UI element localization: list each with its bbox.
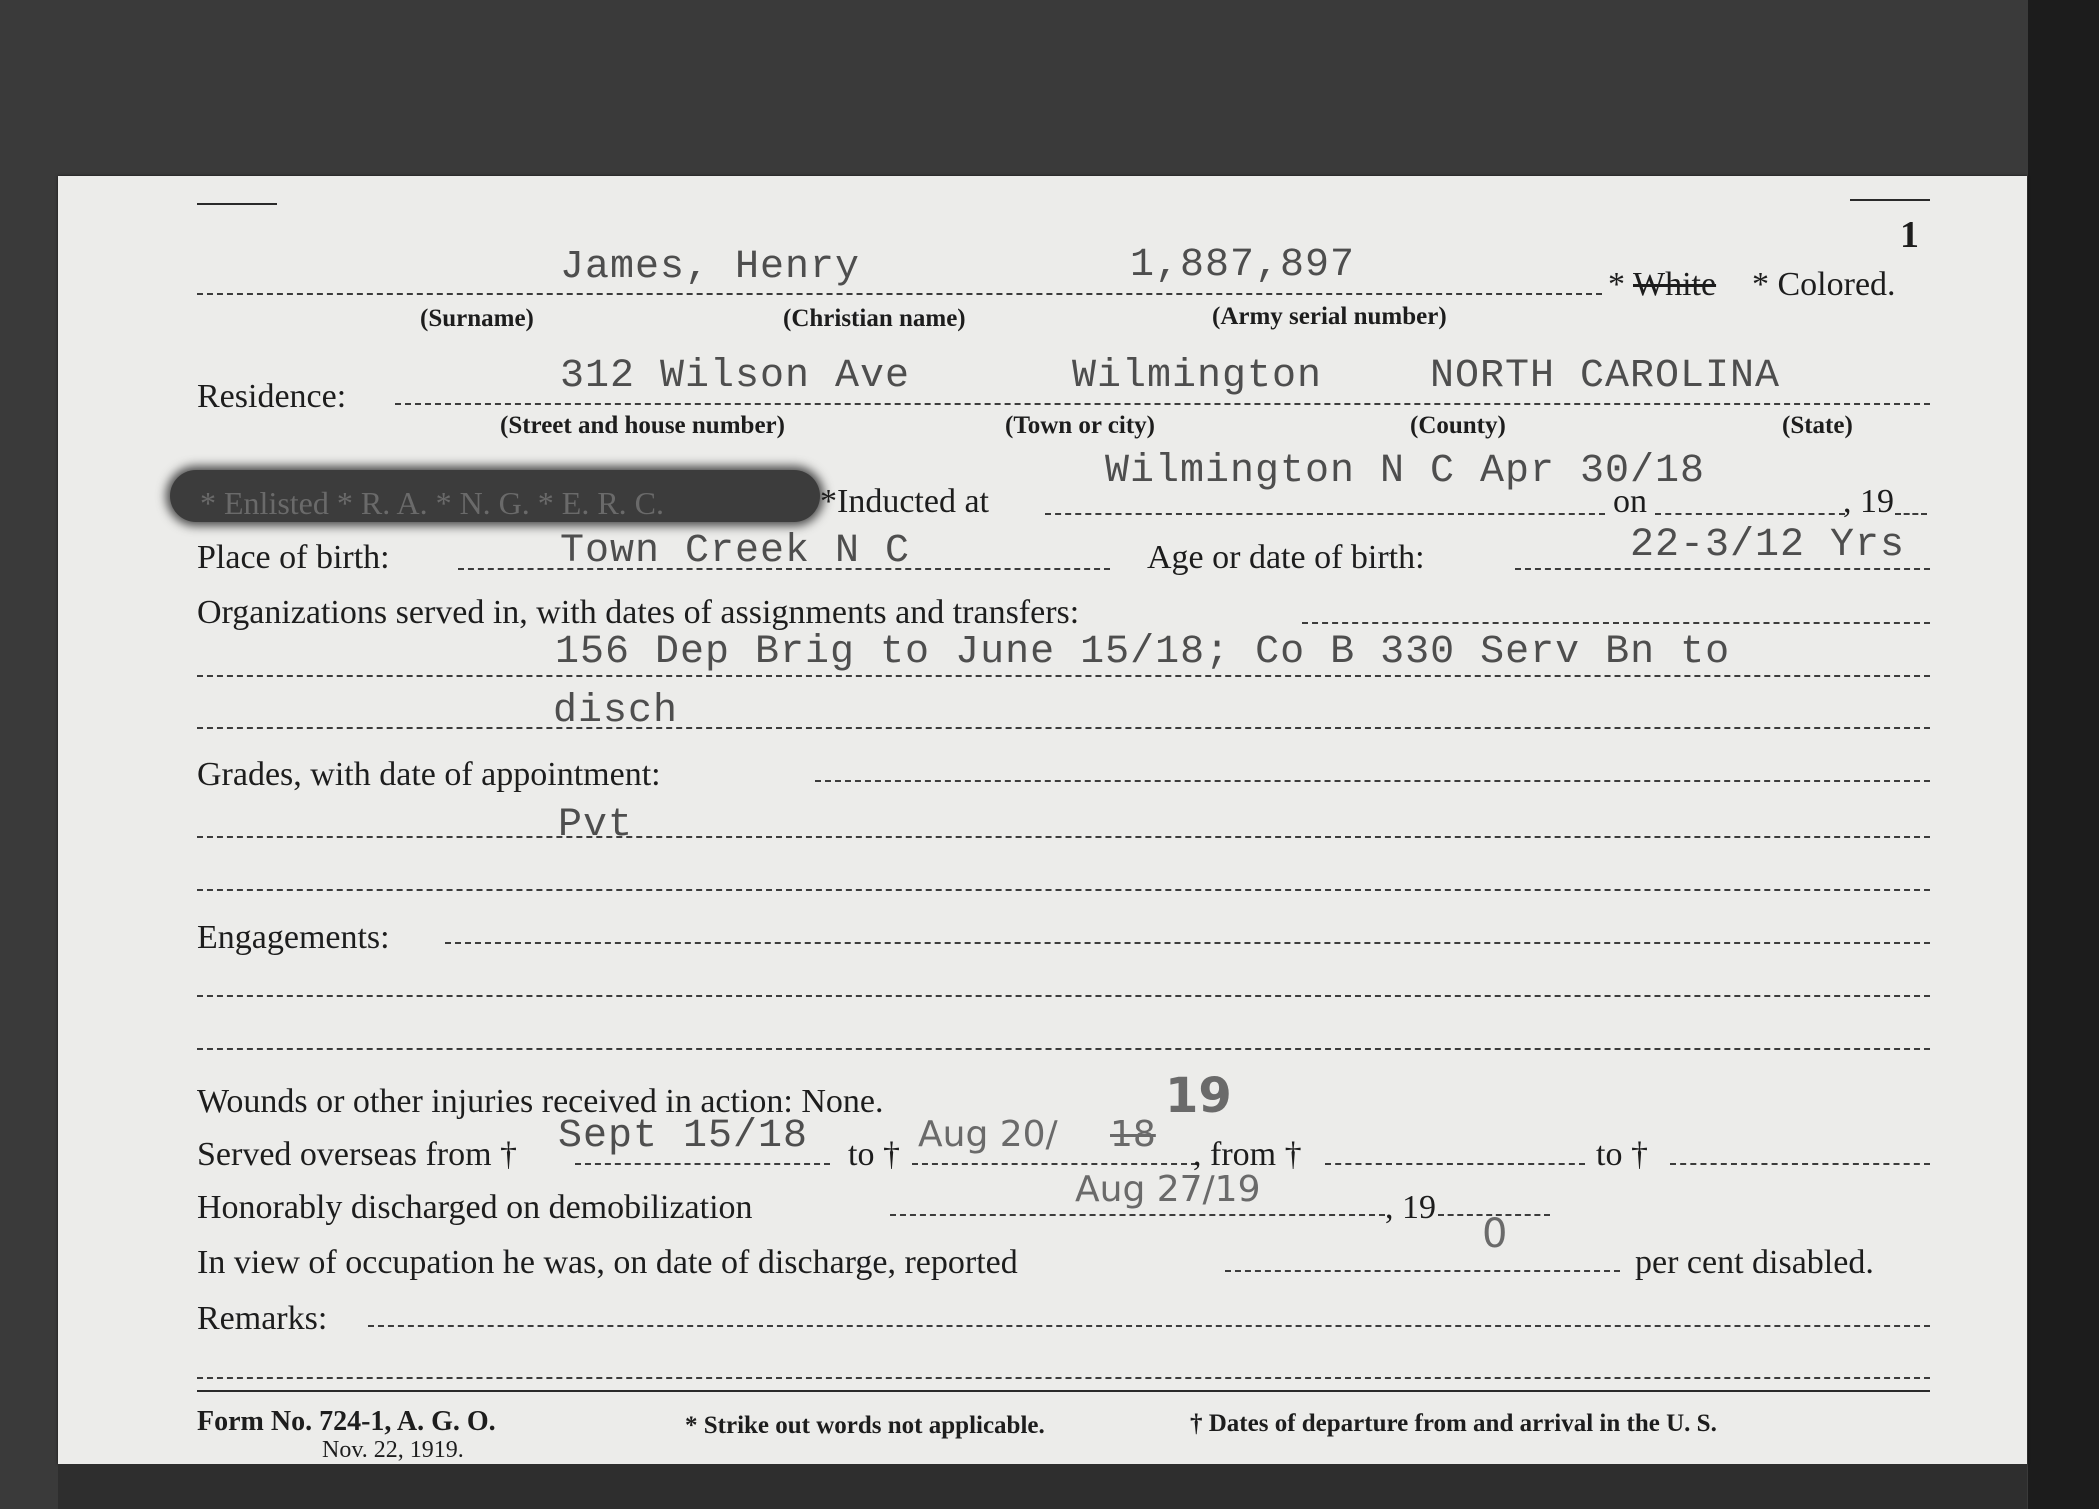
top-right-rule bbox=[1850, 199, 1930, 201]
on-label: on bbox=[1613, 483, 1647, 520]
birthplace-value: Town Creek N C bbox=[560, 529, 911, 574]
caption-christian: (Christian name) bbox=[783, 305, 966, 332]
grade-line bbox=[197, 836, 1930, 838]
caption-town: (Town or city) bbox=[1005, 412, 1155, 439]
card-shadow-tail bbox=[58, 1464, 2027, 1509]
percent-label: per cent disabled. bbox=[1635, 1244, 1874, 1281]
inducted-date: Apr 30/18 bbox=[1480, 449, 1706, 494]
residence-town: Wilmington bbox=[1072, 354, 1323, 399]
footnote-star: * Strike out words not applicable. bbox=[685, 1412, 1045, 1439]
page-number: 1 bbox=[1900, 214, 1919, 256]
engagements-line-3 bbox=[197, 1048, 1930, 1050]
year-19: , 19 bbox=[1843, 483, 1894, 520]
race-white: White bbox=[1633, 266, 1717, 303]
occupation-line bbox=[1225, 1270, 1620, 1272]
birthplace-label: Place of birth: bbox=[197, 539, 390, 576]
residence-label: Residence: bbox=[197, 378, 347, 415]
on-line bbox=[1655, 513, 1845, 515]
overseas-from-line bbox=[575, 1163, 830, 1165]
year-19b: , 19 bbox=[1385, 1189, 1436, 1226]
year-line bbox=[1895, 513, 1927, 515]
residence-street: 312 Wilson Ave bbox=[560, 354, 911, 399]
birthplace-line bbox=[458, 568, 1110, 570]
wounds-label: Wounds or other injuries received in action: None. bbox=[197, 1083, 884, 1120]
overseas-to-line bbox=[912, 1163, 1197, 1165]
overseas-to-struck: 18 bbox=[1110, 1114, 1156, 1155]
footnote-dagger: † Dates of departure from and arrival in the U. S. bbox=[1190, 1410, 1717, 1437]
from-line bbox=[1325, 1163, 1585, 1165]
caption-surname: (Surname) bbox=[420, 305, 534, 332]
grade-value: Pvt bbox=[558, 803, 634, 848]
caption-serial: (Army serial number) bbox=[1212, 303, 1447, 330]
percent-disabled-value: 0 bbox=[1482, 1211, 1508, 1257]
grades-label-line bbox=[815, 780, 1930, 782]
residence-line bbox=[395, 403, 1930, 405]
age-line bbox=[1515, 568, 1930, 570]
form-date: Nov. 22, 1919. bbox=[322, 1437, 464, 1463]
name-line bbox=[197, 293, 1602, 295]
occupation-label: In view of occupation he was, on date of discharge, reported bbox=[197, 1244, 1018, 1281]
serial-value: 1,887,897 bbox=[1130, 243, 1356, 288]
age-value: 22-3/12 Yrs bbox=[1630, 523, 1906, 568]
to-dagger-2: to † bbox=[1596, 1136, 1648, 1173]
caption-street: (Street and house number) bbox=[500, 412, 785, 439]
orgs-label-line bbox=[1302, 622, 1930, 624]
to-dagger-1: to † bbox=[848, 1136, 900, 1173]
engagements-line bbox=[445, 942, 1930, 944]
remarks-label: Remarks: bbox=[197, 1300, 328, 1337]
orgs-line1-rule bbox=[197, 675, 1930, 677]
orgs-line2-rule bbox=[197, 727, 1930, 729]
top-left-rule bbox=[197, 203, 277, 205]
engagements-label: Engagements: bbox=[197, 919, 390, 956]
orgs-line2: disch bbox=[553, 689, 679, 734]
grades-label: Grades, with date of appointment: bbox=[197, 756, 661, 793]
discharged-label: Honorably discharged on demobilization bbox=[197, 1189, 753, 1226]
inducted-label: *Inducted at bbox=[820, 483, 989, 520]
race-colored: * Colored. bbox=[1752, 266, 1896, 303]
bottom-rule bbox=[197, 1390, 1930, 1392]
discharged-line bbox=[890, 1214, 1385, 1216]
residence-state: NORTH CAROLINA bbox=[1430, 354, 1781, 399]
inducted-place: Wilmington N C bbox=[1105, 449, 1456, 494]
overseas-from: Sept 15/18 bbox=[558, 1114, 809, 1159]
to-line bbox=[1670, 1163, 1930, 1165]
overseas-to: Aug 20/ bbox=[918, 1114, 1058, 1155]
background-right-strip bbox=[2028, 0, 2099, 1509]
age-label: Age or date of birth: bbox=[1147, 539, 1425, 576]
enlisted-options: * Enlisted * R. A. * N. G. * E. R. C. bbox=[200, 485, 665, 521]
inducted-line bbox=[1045, 513, 1605, 515]
from-dagger: , from † bbox=[1193, 1136, 1302, 1173]
form-number: Form No. 724-1, A. G. O. bbox=[197, 1406, 496, 1437]
orgs-label: Organizations served in, with dates of assignments and transfers: bbox=[197, 594, 1080, 631]
race-star: * bbox=[1608, 266, 1625, 303]
overseas-to-correction: 19 bbox=[1165, 1068, 1232, 1124]
discharged-date: Aug 27/19 bbox=[1075, 1169, 1261, 1210]
grade-line-2 bbox=[197, 889, 1930, 891]
caption-county: (County) bbox=[1410, 412, 1506, 439]
caption-state: (State) bbox=[1782, 412, 1853, 439]
overseas-label: Served overseas from † bbox=[197, 1136, 518, 1173]
name-value: James, Henry bbox=[560, 245, 861, 290]
remarks-line bbox=[368, 1325, 1930, 1327]
remarks-line-2 bbox=[197, 1377, 1930, 1379]
orgs-line1: 156 Dep Brig to June 15/18; Co B 330 Serv Bn to bbox=[555, 630, 1731, 675]
engagements-line-2 bbox=[197, 995, 1930, 997]
